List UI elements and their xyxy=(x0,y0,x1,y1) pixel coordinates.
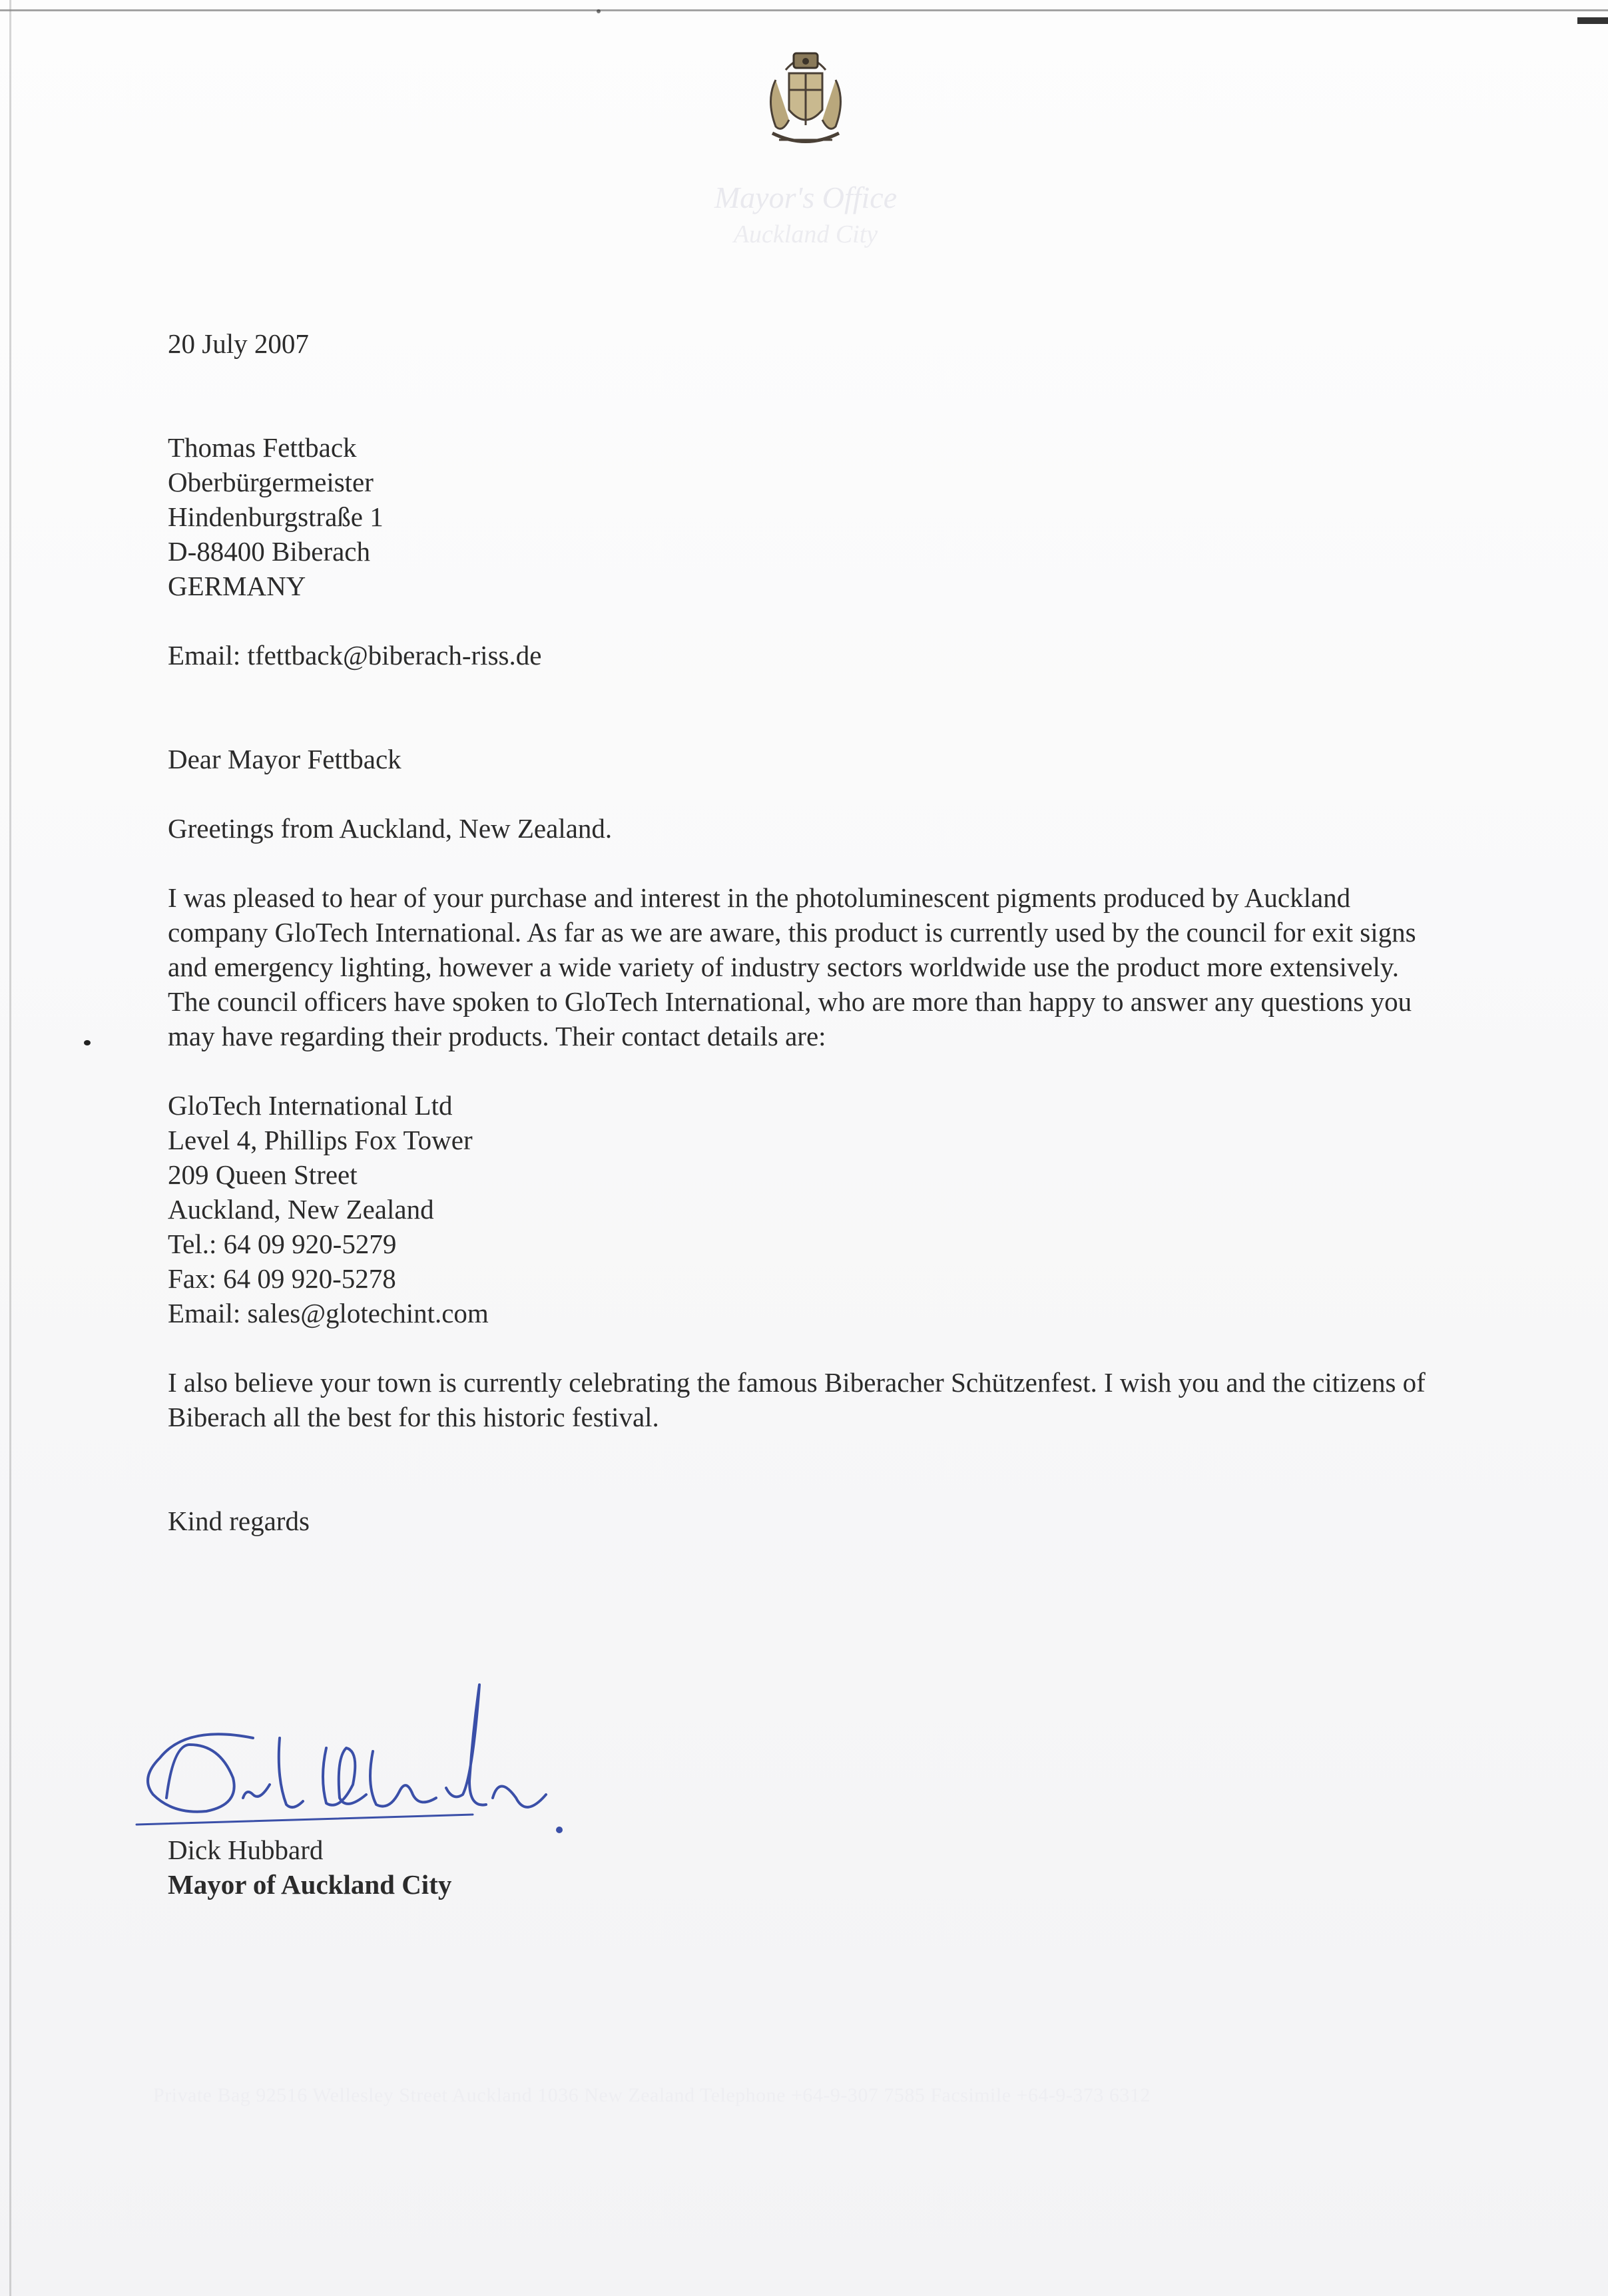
company-name: GloTech International Ltd xyxy=(168,1090,453,1121)
scan-corner-mark xyxy=(1577,17,1608,24)
company-level: Level 4, Phillips Fox Tower xyxy=(168,1125,473,1155)
letterhead-city: Auckland City xyxy=(733,220,878,248)
recipient-email: Email: tfettback@biberach-riss.de xyxy=(168,640,542,671)
company-tel: Tel.: 64 09 920-5279 xyxy=(168,1229,397,1259)
signature-image xyxy=(127,1645,579,1845)
company-fax: Fax: 64 09 920-5278 xyxy=(168,1263,396,1294)
signer-title: Mayor of Auckland City xyxy=(168,1869,452,1900)
greeting: Greetings from Auckland, New Zealand. xyxy=(168,813,613,844)
scan-left-edge xyxy=(9,0,11,2296)
letterhead-office: Mayor's Office xyxy=(714,180,898,214)
recipient-city: D-88400 Biberach xyxy=(168,536,370,567)
recipient-street: Hindenburgstraße 1 xyxy=(168,501,384,532)
company-street: 209 Queen Street xyxy=(168,1159,358,1190)
signer-name: Dick Hubbard xyxy=(168,1835,324,1865)
letter-body xyxy=(168,326,1433,1538)
scan-speck xyxy=(84,1040,91,1045)
coat-of-arms-icon xyxy=(739,33,872,166)
footer-address: Private Bag 92516 Wellesley Street Auckland 1036 New Zealand Telephone +64-9-307 7585 Facsimile +64-9-373 6312 xyxy=(153,2084,1151,2106)
recipient-country: GERMANY xyxy=(168,571,306,601)
recipient-title: Oberbürgermeister xyxy=(168,467,374,497)
salutation: Dear Mayor Fettback xyxy=(168,744,402,774)
scan-top-edge xyxy=(0,9,1608,11)
scan-speck xyxy=(597,9,601,13)
letter-date: 20 July 2007 xyxy=(168,328,309,359)
paragraph-purchase: I was pleased to hear of your purchase and interest in the photoluminescent pigments produced by Auckland company GloTech International. As far as we are aware, this product is currently used by the council for exit signs and emergency lighting, however a wide variety of industry sectors worldwide use the product more extensively. The council officers have spoken to GloTech International, who are more than happy to answer any questions you may have regarding their products. Their contact details are: xyxy=(168,882,1416,1051)
company-email: Email: sales@glotechint.com xyxy=(168,1298,489,1328)
closing: Kind regards xyxy=(168,1506,310,1536)
company-city: Auckland, New Zealand xyxy=(168,1194,434,1225)
recipient-name: Thomas Fettback xyxy=(168,432,357,463)
paragraph-festival: I also believe your town is currently celebrating the famous Biberacher Schützenfest. I wish you and the citizens of Biberach all the best for this historic festival. xyxy=(168,1367,1426,1432)
